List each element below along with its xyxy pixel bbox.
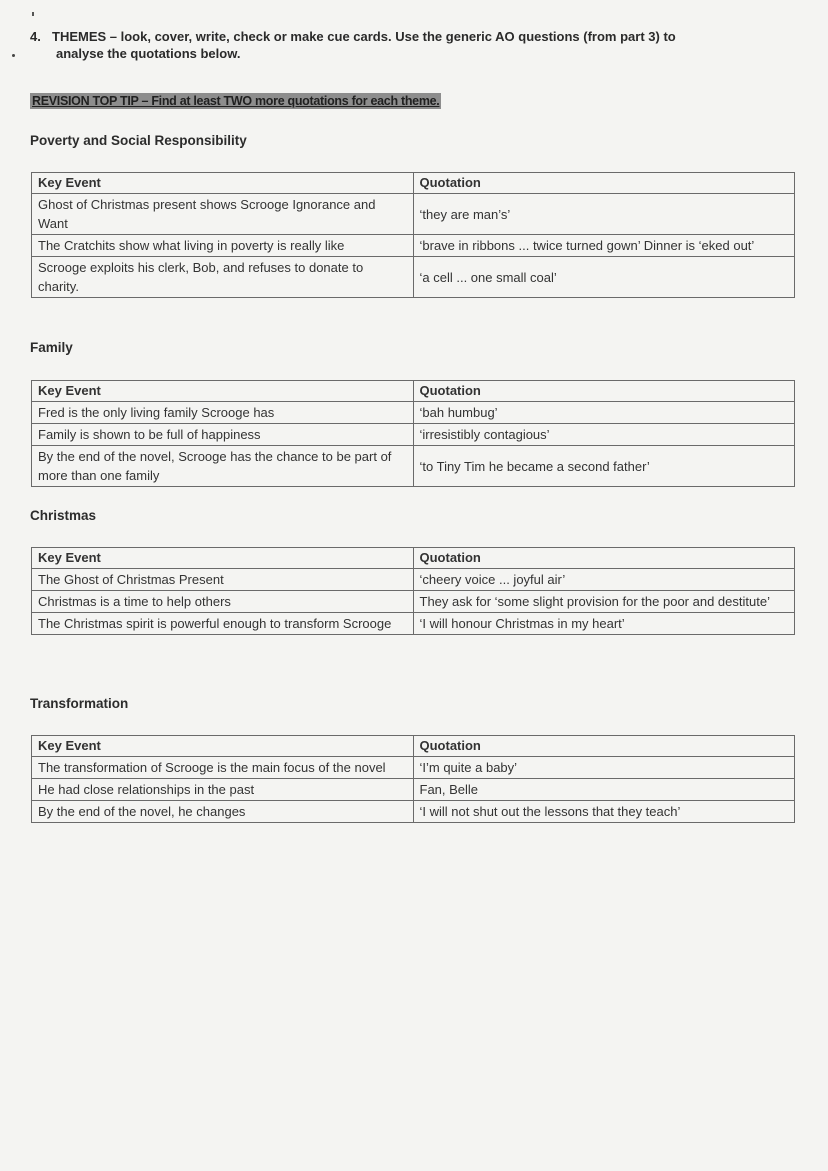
key-event-cell: Christmas is a time to help others bbox=[32, 591, 414, 613]
speck bbox=[32, 12, 34, 16]
table-row bbox=[32, 235, 795, 257]
theme-title-christmas: Christmas bbox=[30, 508, 97, 523]
table-header-row bbox=[32, 173, 795, 194]
quotation-cell: ‘a cell ... one small coal’ bbox=[413, 257, 795, 298]
header-key-event: Key Event bbox=[32, 548, 414, 569]
section-number: 4. bbox=[30, 29, 41, 44]
heading-line-2: analyse the quotations below. bbox=[56, 46, 241, 61]
table-row bbox=[32, 424, 795, 446]
key-event-cell: He had close relationships in the past bbox=[32, 779, 414, 801]
quotation-cell: ‘brave in ribbons ... twice turned gown’ Dinner is ‘eked out’ bbox=[413, 235, 795, 257]
table-row bbox=[32, 194, 795, 235]
header-quotation: Quotation bbox=[413, 736, 795, 757]
quotation-cell: They ask for ‘some slight provision for the poor and destitute’ bbox=[413, 591, 795, 613]
table-row bbox=[32, 591, 795, 613]
key-event-cell: By the end of the novel, Scrooge has the chance to be part of more than one family bbox=[32, 446, 414, 487]
key-event-cell: Ghost of Christmas present shows Scrooge Ignorance and Want bbox=[32, 194, 414, 235]
bullet-dot bbox=[12, 54, 15, 57]
theme-title-transformation: Transformation bbox=[30, 696, 129, 711]
table-header-row bbox=[32, 548, 795, 569]
key-event-cell: The transformation of Scrooge is the main focus of the novel bbox=[32, 757, 414, 779]
table-header-row bbox=[32, 381, 795, 402]
quotation-cell: ‘bah humbug’ bbox=[413, 402, 795, 424]
table-header-row bbox=[32, 736, 795, 757]
key-event-cell: By the end of the novel, he changes bbox=[32, 801, 414, 823]
table-row bbox=[32, 757, 795, 779]
table-row bbox=[32, 569, 795, 591]
quotation-cell: ‘to Tiny Tim he became a second father’ bbox=[413, 446, 795, 487]
table-poverty bbox=[31, 172, 795, 298]
quotation-cell: ‘irresistibly contagious’ bbox=[413, 424, 795, 446]
key-event-cell: The Cratchits show what living in poverty is really like bbox=[32, 235, 414, 257]
header-key-event: Key Event bbox=[32, 381, 414, 402]
key-event-cell: Scrooge exploits his clerk, Bob, and refuses to donate to charity. bbox=[32, 257, 414, 298]
table-row bbox=[32, 801, 795, 823]
table-row bbox=[32, 779, 795, 801]
theme-title-poverty: Poverty and Social Responsibility bbox=[30, 133, 247, 148]
heading-line-1: THEMES – look, cover, write, check or make cue cards. Use the generic AO questions (from part 3) to bbox=[52, 29, 676, 44]
quotation-cell: Fan, Belle bbox=[413, 779, 795, 801]
key-event-cell: The Ghost of Christmas Present bbox=[32, 569, 414, 591]
key-event-cell: The Christmas spirit is powerful enough to transform Scrooge bbox=[32, 613, 414, 635]
quotation-cell: ‘cheery voice ... joyful air’ bbox=[413, 569, 795, 591]
header-key-event: Key Event bbox=[32, 173, 414, 194]
key-event-cell: Family is shown to be full of happiness bbox=[32, 424, 414, 446]
table-row bbox=[32, 613, 795, 635]
header-quotation: Quotation bbox=[413, 548, 795, 569]
revision-tip: REVISION TOP TIP – Find at least TWO more quotations for each theme. bbox=[32, 94, 440, 108]
theme-title-family: Family bbox=[30, 340, 73, 355]
quotation-cell: ‘they are man’s’ bbox=[413, 194, 795, 235]
table-row bbox=[32, 402, 795, 424]
header-quotation: Quotation bbox=[413, 381, 795, 402]
quotation-cell: ‘I’m quite a baby’ bbox=[413, 757, 795, 779]
table-row bbox=[32, 257, 795, 298]
header-quotation: Quotation bbox=[413, 173, 795, 194]
section-heading bbox=[30, 28, 770, 62]
quotation-cell: ‘I will not shut out the lessons that they teach’ bbox=[413, 801, 795, 823]
table-transformation bbox=[31, 735, 795, 823]
table-row bbox=[32, 446, 795, 487]
table-family bbox=[31, 380, 795, 487]
table-christmas bbox=[31, 547, 795, 635]
key-event-cell: Fred is the only living family Scrooge has bbox=[32, 402, 414, 424]
quotation-cell: ‘I will honour Christmas in my heart’ bbox=[413, 613, 795, 635]
header-key-event: Key Event bbox=[32, 736, 414, 757]
